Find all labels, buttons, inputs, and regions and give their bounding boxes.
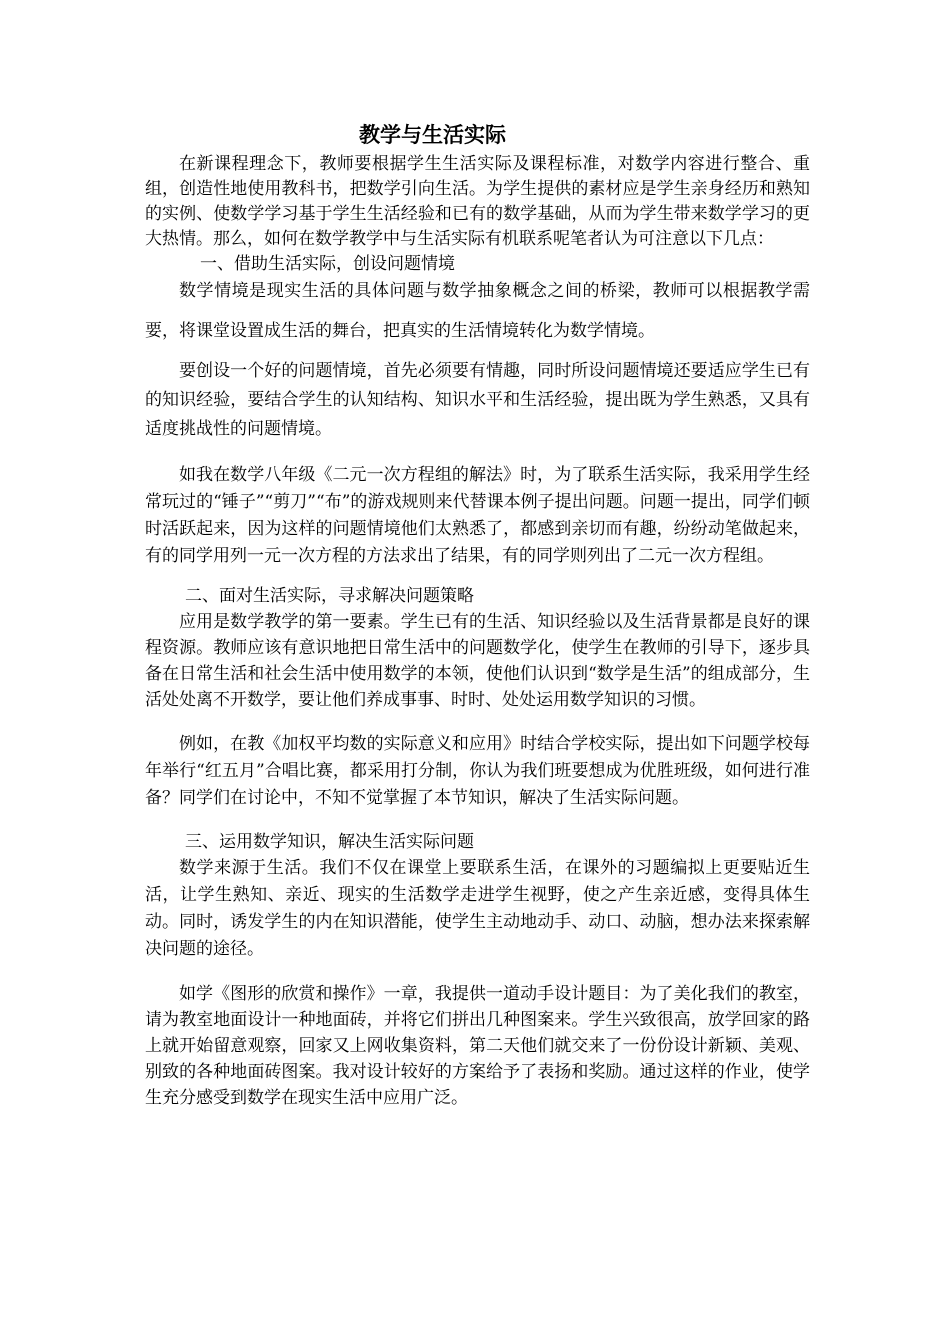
section-1-paragraph-2: 要创设一个好的问题情境，首先必须要有情趣，同时所设问题情境还要适应学生已有的知识经验，要结合学生的认知结构、知识水平和生活经验，提出既为学生熟悉，又具有适度挑战性的问题情境。 [145, 361, 810, 439]
section-1-paragraph-3: 如我在数学八年级《二元一次方程组的解法》时，为了联系生活实际，我采用学生经常玩过的“锤子”“剪刀”“布”的游戏规则来代替课本例子提出问题。问题一提出，同学们顿时活跃起来，因为这样的问题情境他们太熟悉了，都感到亲切而有趣，纷纷动笔做起来，有的同学用列一元一次方程的方法求出了结果，有的同学则列出了二元一次方程组。 [145, 465, 810, 566]
intro-paragraph: 在新课程理念下，教师要根据学生生活实际及课程标准，对数学内容进行整合、重组，创造性地使用教科书，把数学引向生活。为学生提供的素材应是学生亲身经历和熟知的实例、使数学学习基于学生生活经验和已有的数学基础，从而为学生带来数学学习的更大热情。那么，如何在数学教学中与生活实际有机联系呢笔者认为可注意以下几点： [145, 154, 810, 249]
section-2-paragraph-1: 应用是数学教学的第一要素。学生已有的生活、知识经验以及生活背景都是良好的课程资源。教师应该有意识地把日常生活中的问题数学化，使学生在教师的引导下，逐步具备在日常生活和社会生活中使用数学的本领，使他们认识到“数学是生活”的组成部分，生活处处离不开数学，要让他们养成事事、时时、处处运用数学知识的习惯。 [145, 612, 810, 710]
document-title: 教学与生活实际 [359, 122, 506, 147]
document-page [145, 120, 810, 1111]
section-1-heading: 一、借助生活实际，创设问题情境 [200, 254, 455, 274]
section-2-heading: 二、面对生活实际，寻求解决问题策略 [185, 586, 474, 606]
section-3-paragraph-2: 如学《图形的欣赏和操作》一章，我提供一道动手设计题目：为了美化我们的教室，请为教室地面设计一种地面砖，并将它们拼出几种图案来。学生兴致很高，放学回家的路上就开始留意观察，回家又上网收集资料，第二天他们就交来了一份份设计新颖、美观、别致的各种地面砖图案。我对设计较好的方案给予了表扬和奖励。通过这样的作业，使学生充分感受到数学在现实生活中应用广泛。 [145, 984, 810, 1108]
section-3-paragraph-1: 数学来源于生活。我们不仅在课堂上要联系生活，在课外的习题编拟上更要贴近生活，让学生熟知、亲近、现实的生活数学走进学生视野，使之产生亲近感，变得具体生动。同时，诱发学生的内在知识潜能，使学生主动地动手、动口、动脑，想办法来探索解决问题的途径。 [145, 858, 810, 959]
section-2-paragraph-2: 例如，在教《加权平均数的实际意义和应用》时结合学校实际，提出如下问题学校每年举行“红五月”合唱比赛，都采用打分制，你认为我们班要想成为优胜班级，如何进行准备？同学们在讨论中，不知不觉掌握了本节知识，解决了生活实际问题。 [145, 734, 810, 808]
section-3-heading: 三、运用数学知识，解决生活实际问题 [185, 832, 474, 852]
section-1-paragraph-1: 数学情境是现实生活的具体问题与数学抽象概念之间的桥梁，教师可以根据教学需要，将课堂设置成生活的舞台，把真实的生活情境转化为数学情境。 [145, 281, 810, 341]
